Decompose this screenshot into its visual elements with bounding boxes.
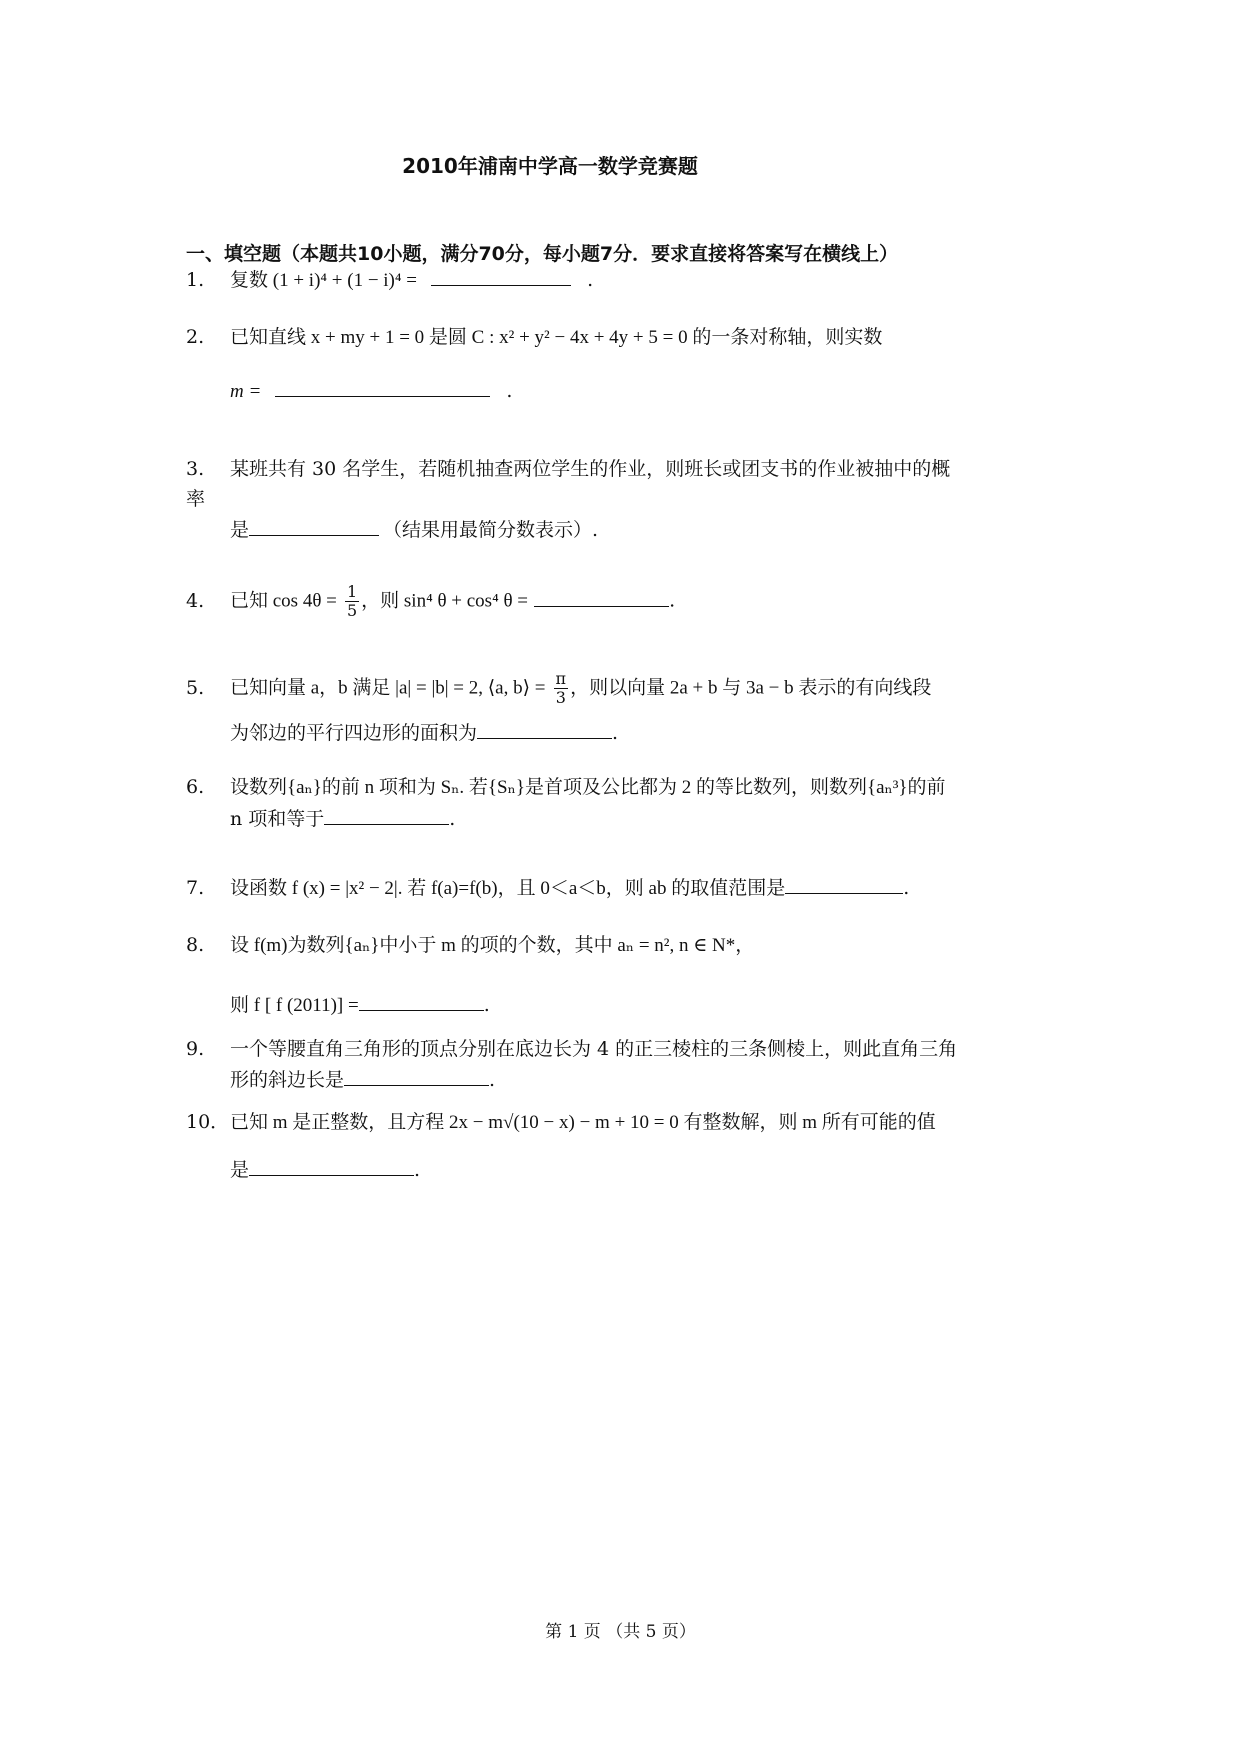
question-text: ，则 sin⁴ θ + cos⁴ θ = (361, 590, 529, 612)
question-text: 某班共有 30 名学生，若随机抽查两位学生的作业，则班长或团支书的作业被抽中的概 (230, 458, 951, 480)
page-title: 2010年浦南中学高一数学竞赛题 (402, 154, 698, 178)
question-number: 9. (186, 1038, 205, 1060)
question-4 (186, 583, 675, 620)
question-text: 设数列{aₙ}的前 n 项和为 Sₙ. 若{Sₙ}是首项及公比都为 2 的等比数列，则数列{aₙ³}的前 (230, 777, 946, 798)
question-text: 率 (186, 488, 206, 510)
fraction-denominator: 5 (346, 601, 358, 620)
question-text: 已知直线 x + my + 1 = 0 是圆 C : x² + y² − 4x + 4y + 5 = 0 的一条对称轴，则实数 (230, 327, 883, 348)
question-6-continuation (230, 804, 455, 831)
question-text: m = (230, 381, 262, 402)
question-text: ，则以向量 2a + b 与 3a − b 表示的有向线段 (570, 677, 932, 699)
answer-blank[interactable] (359, 992, 484, 1011)
answer-blank[interactable] (431, 267, 571, 286)
question-3 (186, 457, 950, 481)
question-8-continuation (230, 990, 490, 1017)
question-3-wrap (186, 484, 205, 511)
question-number: 8. (186, 934, 205, 956)
period: . (903, 877, 910, 899)
question-number: 6. (186, 776, 205, 798)
question-text: 设函数 f (x) = |x² − 2|. 若 f(a)=f(b)，且 0＜a＜b，则 ab 的取值范围是 (230, 878, 786, 899)
question-9-continuation (230, 1065, 495, 1092)
question-7 (186, 875, 909, 901)
question-10 (186, 1110, 936, 1135)
question-text: 形的斜边长是 (230, 1069, 345, 1091)
question-number: 1. (186, 269, 205, 291)
period: . (587, 269, 594, 291)
question-2-continuation (230, 378, 512, 403)
question-text: 复数 (1 + i)⁴ + (1 − i)⁴ = (230, 270, 417, 291)
period: . (612, 722, 619, 744)
question-8 (186, 933, 754, 958)
question-9 (186, 1037, 957, 1061)
answer-blank[interactable] (785, 875, 903, 894)
question-text: 一个等腰直角三角形的顶点分别在底边长为 4 的正三棱柱的三条侧棱上，则此直角三角 (230, 1038, 958, 1060)
question-number: 10． (186, 1111, 230, 1133)
question-text: 已知 cos 4θ = (230, 590, 337, 612)
question-3-continuation (230, 515, 598, 542)
question-text: 为邻边的平行四边形的面积为 (230, 722, 478, 744)
page-footer: 第 1 页 （共 5 页） (545, 1622, 696, 1642)
question-text: 已知 m 是正整数，且方程 2x − m√(10 − x) − m + 10 = 0 有整数解，则 m 所有可能的值 (230, 1112, 936, 1133)
question-10-continuation (230, 1155, 420, 1182)
question-text: 是 (230, 519, 250, 541)
answer-blank[interactable] (477, 720, 612, 739)
question-text: 是 (230, 1159, 250, 1181)
question-number: 7. (186, 877, 205, 899)
question-text: 已知向量 a，b 满足 |a| = |b| = 2, ⟨a, b⟩ = (230, 677, 546, 699)
period: . (669, 589, 676, 612)
period: . (449, 808, 456, 830)
question-1 (186, 267, 593, 293)
question-text: 设 f(m)为数列{aₙ}中小于 m 的项的个数，其中 aₙ = n², n ∈ N*， (230, 935, 755, 956)
question-note: （结果用最简分数表示）. (383, 519, 599, 541)
answer-blank[interactable] (275, 378, 490, 397)
period: . (489, 1069, 496, 1091)
fraction-denominator: 3 (555, 688, 566, 707)
section-heading: 一、填空题（本题共10小题，满分70分，每小题7分．要求直接将答案写在横线上） (186, 243, 899, 265)
question-5-continuation (230, 718, 618, 745)
question-number: 3. (186, 458, 205, 480)
fraction-numerator: π (555, 669, 567, 688)
fraction-numerator: 1 (346, 582, 358, 601)
question-text: n 项和等于 (230, 808, 325, 830)
fraction (554, 670, 569, 707)
question-number: 2. (186, 326, 205, 348)
answer-blank[interactable] (249, 1157, 414, 1176)
period: . (506, 380, 513, 402)
answer-blank[interactable] (344, 1067, 489, 1086)
question-2 (186, 325, 882, 350)
period: . (483, 994, 490, 1016)
question-6 (186, 775, 946, 800)
answer-blank[interactable] (324, 806, 449, 825)
fraction (345, 583, 359, 620)
period: . (414, 1159, 421, 1181)
answer-blank[interactable] (249, 517, 379, 536)
answer-blank[interactable] (534, 588, 669, 607)
question-number: 4. (186, 589, 205, 612)
question-number: 5. (186, 676, 205, 699)
question-text: 则 f [ f (2011)] = (230, 995, 359, 1016)
question-5 (186, 670, 931, 707)
